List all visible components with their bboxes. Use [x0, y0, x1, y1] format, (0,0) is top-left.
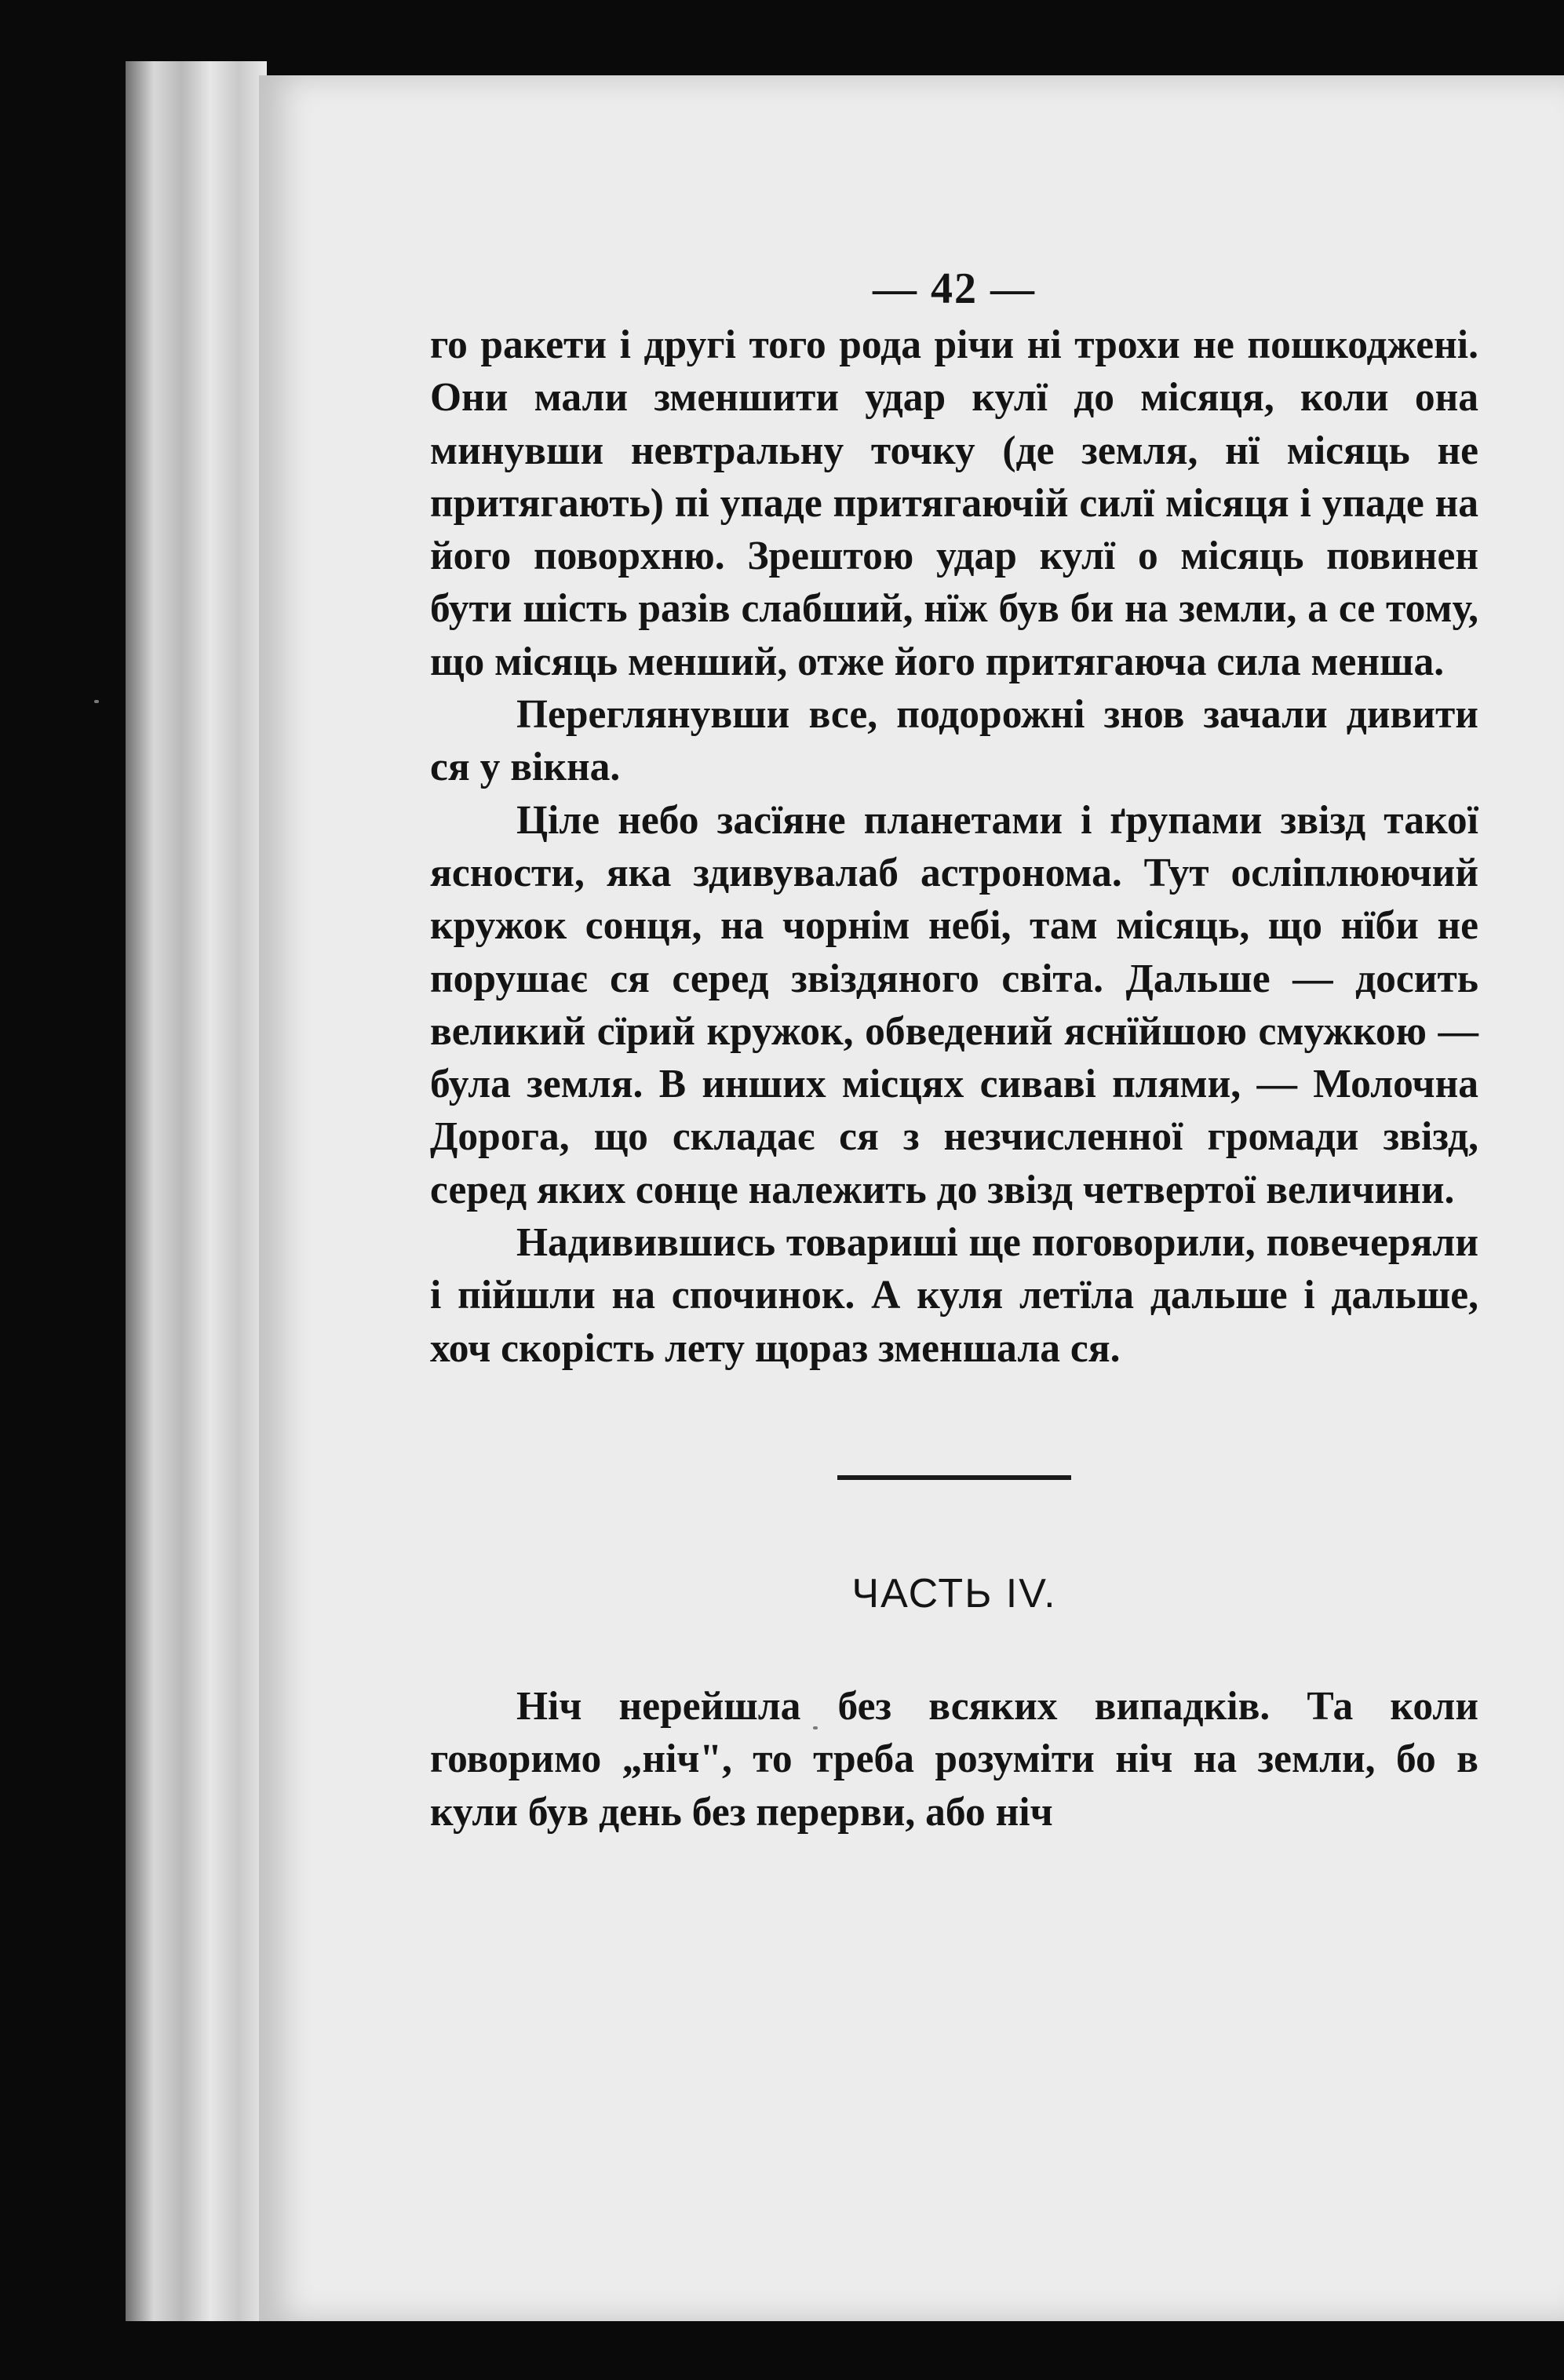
- speck-mark: [94, 700, 99, 703]
- chapter-heading: ЧАСТЬ IV.: [851, 1570, 1057, 1616]
- page-content: [430, 264, 1478, 1839]
- paragraph: Ніч нерейшла без всяких випадків. Та коли говоримо „ніч", то треба розуміти ніч на земли, бо в кули був день без перерви, або ніч: [430, 1683, 1478, 1835]
- section-divider: [837, 1475, 1071, 1480]
- paragraph: Ціле небо засїяне планетами і ґрупами звізд такої ясности, яка здивувалаб астронома. Тут осліплюючий кружок сонця, на чорнім небі, там місяць, що нїби не порушає ся серед звіздяного світа. Дальше — досить великий сїрий кружок, обведений яснїйшою смужкою — була земля. В инших місцях сиваві плями, — Молочна Дорога, що складає ся з незчисленної громади звізд, серед яких сонце належить до звізд четвертої величини.: [430, 797, 1478, 1212]
- book-page-edges: [126, 61, 267, 2321]
- page-number: — 42 —: [873, 264, 1036, 313]
- paragraph: го ракети і другі того рода річи ні трохи не пошкоджені. Они мали зменшити удар кулї до місяця, коли она минувши невтральну точку (де земля, нї місяць не притягають) пі упаде притягаючій силї місяця і упаде на його поворхню. Зрештою удар кулї о місяць повинен бути шість разів слабший, нїж був би на земли, а се тому, що місяць менший, отже його притягаюча сила менша.: [430, 323, 1478, 684]
- paragraph: Надивившись товариші ще поговорили, повечеряли і пійшли на спочинок. А куля летїла дальше і дальше, хоч скорість лету щораз зменшала ся.: [430, 1220, 1478, 1371]
- paragraph: Переглянувши все, подорожні знов зачали дивити ся у вікна.: [430, 692, 1478, 790]
